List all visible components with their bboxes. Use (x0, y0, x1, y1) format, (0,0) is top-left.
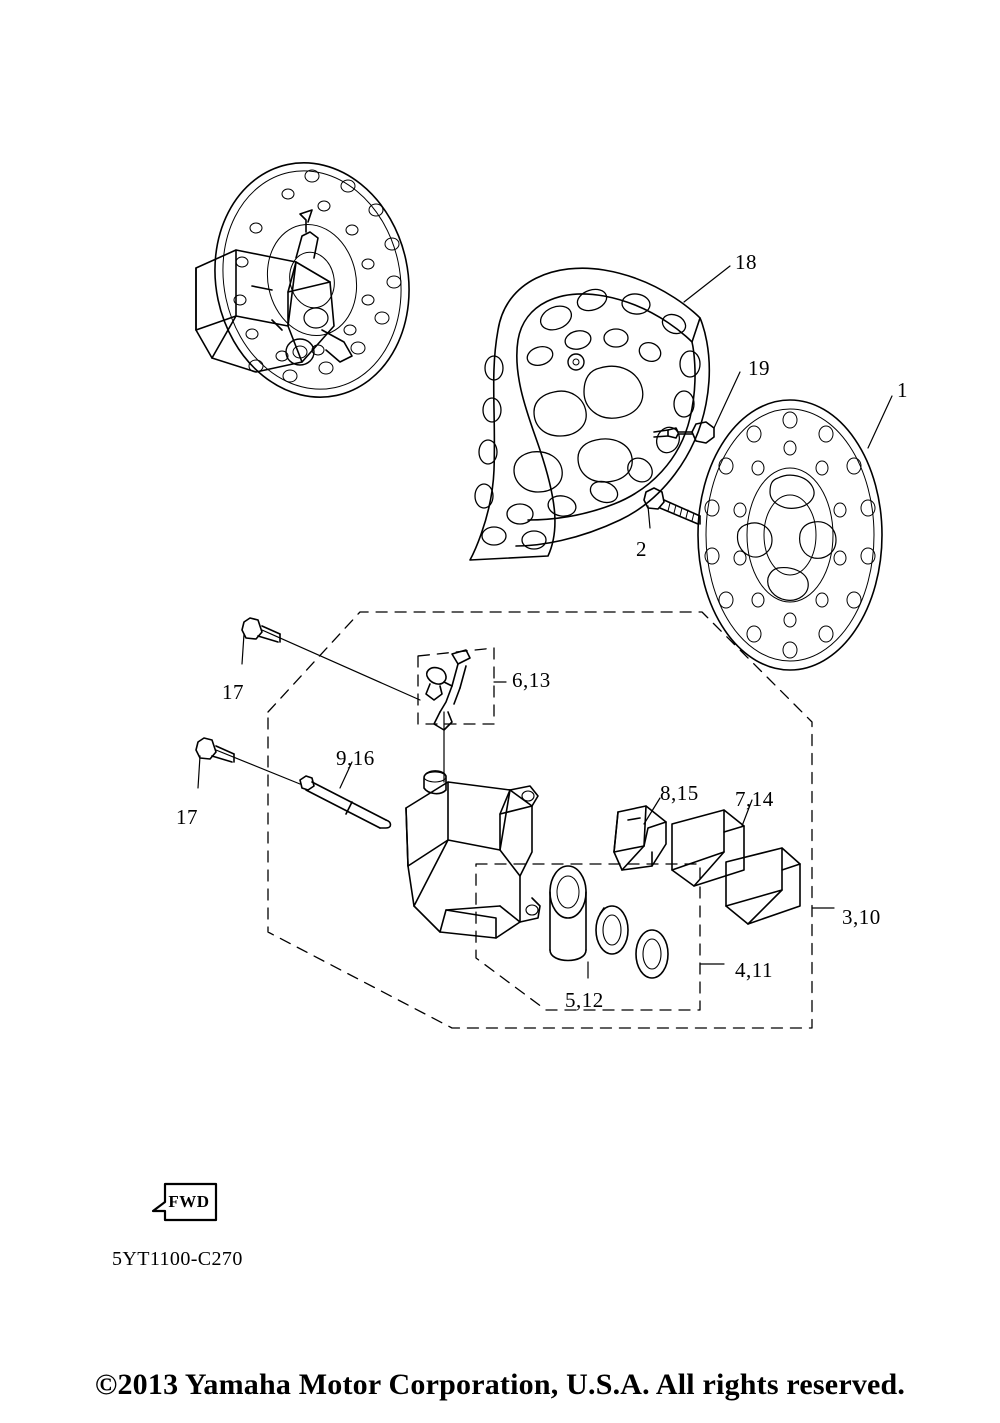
callout-3-10: 3,10 (842, 905, 881, 929)
callout-1: 1 (897, 378, 908, 402)
pad-shim-8-15 (614, 806, 666, 870)
fwd-direction-marker (150, 1181, 222, 1223)
bolt-2 (644, 488, 700, 524)
bolt-19 (654, 422, 714, 443)
sheet-code: 5YT1100-C270 (112, 1248, 243, 1270)
brake-pad-upper (672, 810, 744, 886)
disc-cover-18 (470, 268, 709, 560)
brake-pad-lower (726, 848, 800, 924)
callout-6-13: 6,13 (512, 668, 551, 692)
callout-8-15: 8,15 (660, 781, 699, 805)
fwd-text: FWD (168, 1192, 210, 1211)
seal-ring-b (636, 930, 668, 978)
callout-17-lower: 17 (176, 805, 198, 829)
callout-19: 19 (748, 356, 770, 380)
bleeder-6-13 (426, 650, 470, 730)
bolt-17-lower (196, 738, 234, 762)
slide-pin-9-16 (300, 776, 391, 828)
copyright-notice: ©2013 Yamaha Motor Corporation, U.S.A. All rights reserved. (94, 1368, 906, 1401)
caliper-body (406, 771, 540, 938)
callout-9-16: 9,16 (336, 746, 375, 770)
callout-18: 18 (735, 250, 757, 274)
callout-5-12: 5,12 (565, 988, 604, 1012)
brake-disc-1 (698, 400, 882, 670)
callout-7-14: 7,14 (735, 787, 774, 811)
piston-5-12 (550, 866, 586, 961)
bolt-17-upper (242, 618, 280, 642)
assembled-caliper-view (194, 145, 431, 416)
callout-2: 2 (636, 537, 647, 561)
callout-17-upper: 17 (222, 680, 244, 704)
callout-4-11: 4,11 (735, 958, 773, 982)
seal-ring-a (596, 906, 628, 954)
